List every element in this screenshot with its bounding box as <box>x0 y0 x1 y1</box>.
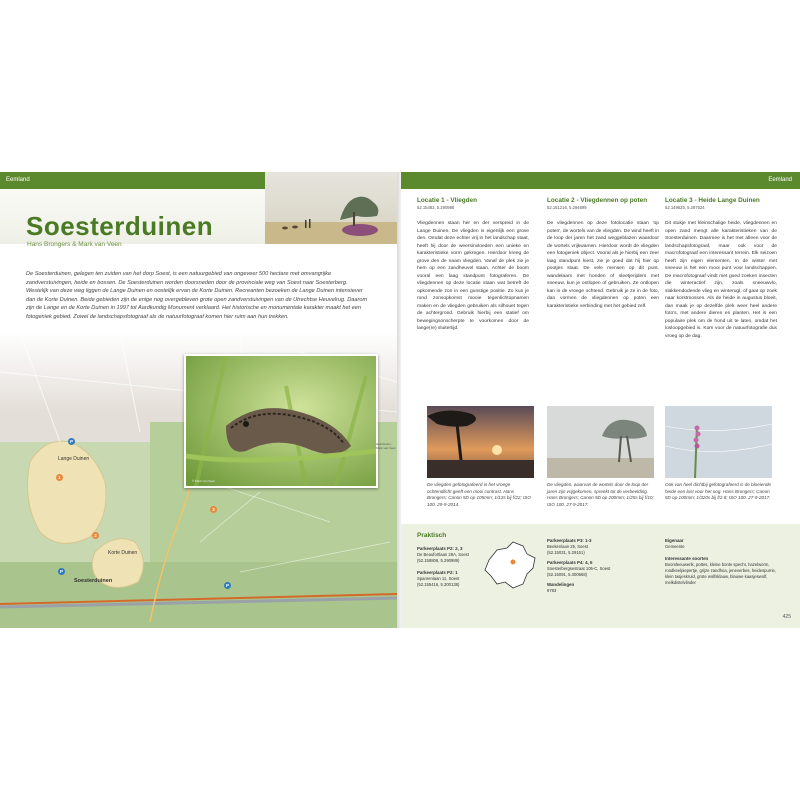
location-2 <box>547 197 659 310</box>
parking-address: Beekenlaan 25, Soest <box>547 544 588 549</box>
location-2-coords: 52.151216, 5.294699 <box>547 205 587 210</box>
practical-heading: Praktisch <box>417 532 447 539</box>
photo-caption-2: De vliegden, waarvan de wortels door de loop der jaren zijn vrijgekomen, spreekt tot de verbeelding. Hans Brongers; Canon 5D op 200mm; 1/25s bij f/10; ISO 100. 27-9-2017. <box>547 482 654 507</box>
right-page <box>401 172 800 628</box>
photo-caption-1: De vliegden gefotografeerd in het vroege ochtendlicht geeft een mooi contrast. Hans Brongers; Canon 5D op 105mm; 1/13s bij f/22; ISO 100. 29-9-2014. <box>427 482 531 507</box>
side-caption: Hazelworm, Mark van Veen <box>376 442 397 450</box>
location-1 <box>417 197 529 333</box>
parking-address: Soesterbergsestraat 105-C, Soest <box>547 566 611 571</box>
parking-coords: (52.15091, 5.300668) <box>547 572 588 577</box>
location-3-title: Locatie 3 - Heide Lange Duinen <box>665 197 760 204</box>
title-box <box>0 189 265 248</box>
location-2-text: De vliegdennen op deze fotolocatie staan 'op poten', de wortels van de vliegden. De wind heeft in de loop der jaren het zand weggeblazen waardoor de wortels vrijkwamen. Hierdoor wordt de vliegden een fotogeniek object. Vooral als je hierbij een zeer laag standpunt kiest, zie je goed dat hij hier op pootjes staat. De vele mensen op dit punt, wandelaars met honden of sleetjerijders met sneeuw, kun je ontlopen of gebruiken. Ze ontlopen kan in de vroege ochtend. Gebruik je ze in de foto, dan vormen de vliegdennen op poten een karakteristieke verbinding met het gebied zelf. <box>547 221 659 309</box>
practical-info-box <box>401 524 800 628</box>
parking-label: Parkeerplaats P3: 1-3 <box>547 538 592 543</box>
parking-label: Parkeerplaats P2: 1 <box>417 570 458 575</box>
parking-col-2 <box>547 538 647 594</box>
authors: Hans Brongers & Mark van Veen <box>27 241 122 248</box>
header-landscape-photo <box>265 172 397 244</box>
parking-address: Spanrenlaan 11, Soest <box>417 576 460 581</box>
slow-worm-photo <box>184 354 378 488</box>
location-3-text: Dit stukje met kleinschalige heide, vliegdennen en open zand mengt alle karakteristieken van de Soesterduinen. Daarmee is het met alleen voor de landschapsfotograaf, maar ook voor de macrofotograaf een interessant terrein. Elk seizoen heeft zijn eigen elementen. In de winter met sneeuw is het een mooi punt voor landschappen. De macrofotograaf vindt met goed zoeken insecten die winteractief zijn, zoals sneeuwvlo, slakkendodende vlieg en winterugl, of gaat op zoek naar korstmossen. Als de heide in augustus bloeit, dan maak je op dezelfde plek weer heel andere foto's, met andere dieren en planten. Het is een populaire plek om de hond uit te laten, omdat het losloopgebied is. Kom voor de natuurfotografie dus vroeg op de dag. <box>665 221 777 339</box>
map-pin-3: 3 <box>210 506 217 513</box>
photo-credit: © Mark van Veen <box>192 479 216 483</box>
map-pin-parking: P <box>225 583 229 588</box>
photo-vliegden-fog <box>547 406 654 478</box>
location-3-coords: 52.149625, 5.287524 <box>665 205 705 210</box>
map-pin-1: 1 <box>56 474 63 481</box>
walks-label: Wandelingen <box>547 582 575 587</box>
owner-value: Gemeente <box>665 544 685 549</box>
map-label-korte-duinen: Korte Duinen <box>108 550 138 556</box>
species-label: Interessante soorten <box>665 556 709 561</box>
location-2-title: Locatie 2 - Vliegdennen op poten <box>547 197 648 204</box>
photo-caption-3: Ook van heel dichtbij gefotografeerd is de bloeiende heide een lust voor het oog. Hans Brongers; Canon 5D op 100mm; 1/320s bij f/2.8; ISO 100. 27-9-2017. <box>665 482 771 501</box>
species-value: Boomleeuwerik, pottes, kleine bonte specht, hazelworm, roodkeelpiepertje, grijze zandhoa, jeneverbes, heidespurrie, klein tasjeskruid, grote wolfsklauw, blauwe kaasjeswolf, melkdistelvlinder <box>665 562 777 585</box>
province-map-icon <box>483 540 539 592</box>
left-page <box>0 172 397 628</box>
owner-label: Eigenaar <box>665 538 684 543</box>
photo-heather-macro <box>665 406 772 478</box>
parking-coords: (52.15031, 5.29151) <box>547 550 585 555</box>
parking-coords: (52.158806, 5.290989) <box>417 558 460 563</box>
location-1-text: Vliegdennen staan her en der verspreid in de Lange Duinen. De vliegden is eigenlijk een grove den. Omdat deze echter vrij in het landschap staat, heeft hij door de weersinvloeden een unieke en karakteristieke vorm gekregen. Hierdoor kreeg de grove den de naam vliegden. Vanaf de plek zie je hem op een zandheuvel staan. Achter de boom vooral een laag standpunt fotograferen. De vliegdennen op deze locatie staan wat betreft de opkomende zon in een gunstige positie. Zo kun je rond zonsopkomst mooie tegenlichtopnamen maken en de vliegden gebruiken als silhouet tegen de achtergrond. Gebruik hierbij een statief om bewegingsonscherpte te voorkomen door de lange(re) sluitertijd. <box>417 221 529 331</box>
parking-label: Parkeerplaats P2: 2, 3 <box>417 546 463 551</box>
region-band-left: Eemland <box>0 172 265 189</box>
owner-species-col <box>665 538 785 586</box>
location-1-coords: 52.15483, 5.290988 <box>417 205 455 210</box>
parking-coords: (52.155416, 5.300138) <box>417 582 460 587</box>
photo-vliegden-sunrise <box>427 406 534 478</box>
map-pin-parking: P <box>69 439 73 444</box>
page-number: 425 <box>782 614 791 620</box>
parking-label: Parkeerplaats P4: 4, 5 <box>547 560 593 565</box>
page-title: Soesterduinen <box>26 211 214 241</box>
map-label-lange-duinen: Lange Duinen <box>58 456 90 462</box>
map-pin-2: 2 <box>92 532 99 539</box>
region-band-right: Eemland <box>401 172 800 189</box>
location-1-title: Locatie 1 - Vliegden <box>417 197 478 204</box>
walks-value: 9783 <box>547 588 557 593</box>
map-label-soesterduinen: Soesterduinen <box>74 578 113 584</box>
location-3 <box>665 197 777 340</box>
parking-address: De Beaufortlaan 28A, Soest <box>417 552 469 557</box>
map-pin-parking: P <box>59 569 63 574</box>
intro-text: De Soesterduinen, gelegen ten zuiden van het dorp Soest, is een natuurgebied van ongeveer 500 hectare met omvangrijke zandverstuivingen, heide en bossen. De Soesterduinen worden doorsneden door de provinciale weg van Soest naar Soesterberg. Westelijk van deze weg liggen de Lange Duinen en oostelijk ervan de Korte Duinen. Recreanten bezoeken de Lange Duinen intensiever dan de Korte Duinen. Beide gebieden zijn de enige nog overgebleven grote open zandverstuivingen van de Utrechtse Heuvelrug. Daarom zijn de Lange en de Korte Duinen in 1997 tot Aardkundig Monument verklaard. Het historische en monumentale karakter maakt het een fotogeniek gebied. Zowel de landschapsfotograaf als de natuurfotograaf komen hier ruim aan hun trekken. <box>26 271 368 320</box>
